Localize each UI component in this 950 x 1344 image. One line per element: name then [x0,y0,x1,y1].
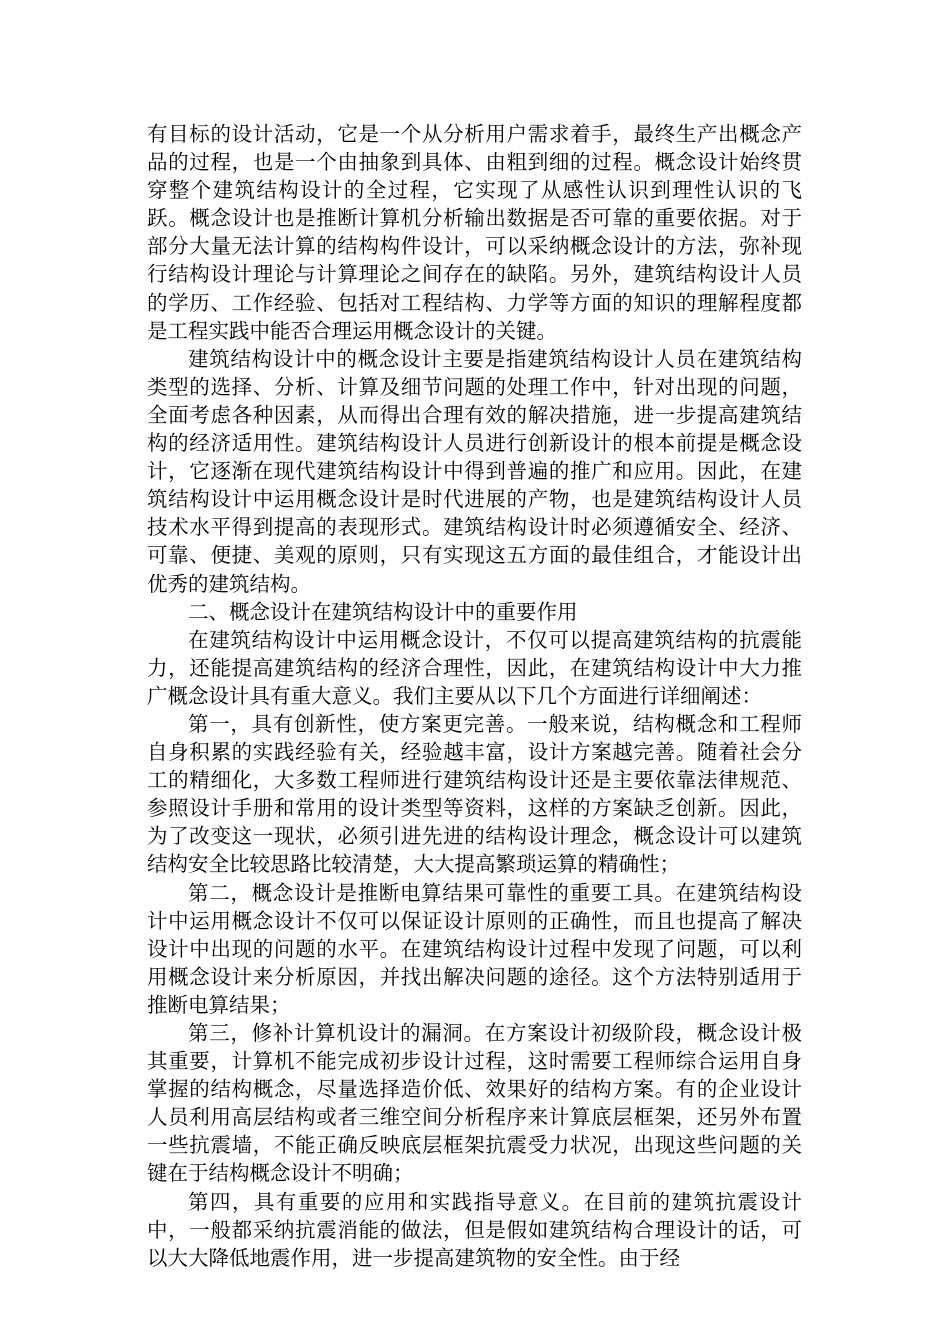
paragraph-2: 建筑结构设计中的概念设计主要是指建筑结构设计人员在建筑结构类型的选择、分析、计算及细节问题的处理工作中，针对出现的问题，全面考虑各种因素，从而得出合理有效的解决措施，进一步提高建筑结构的经济适用性。建筑结构设计人员进行创新设计的根本前提是概念设计，它逐渐在现代建筑结构设计中得到普遍的推广和应用。因此，在建筑结构设计中运用概念设计是时代进展的产物，也是建筑结构设计人员技术水平得到提高的表现形式。建筑结构设计时必须遵循安全、经济、可靠、便捷、美观的原则，只有实现这五方面的最佳组合，才能设计出优秀的建筑结构。 [147,346,802,596]
paragraph-7: 第四，具有重要的应用和实践指导意义。在目前的建筑抗震设计中，一般都采纳抗震消能的做法，但是假如建筑结构合理设计的话，可以大大降低地震作用，进一步提高建筑物的安全性。由于经 [147,1189,802,1270]
paragraph-3: 在建筑结构设计中运用概念设计，不仅可以提高建筑结构的抗震能力，还能提高建筑结构的经济合理性，因此，在建筑结构设计中大力推广概念设计具有重大意义。我们主要从以下几个方面进行详细阐述： [147,627,802,708]
paragraph-6: 第三，修补计算机设计的漏洞。在方案设计初级阶段，概念设计极其重要，计算机不能完成初步设计过程，这时需要工程师综合运用自身掌握的结构概念，尽量选择造价低、效果好的结构方案。有的企业设计人员利用高层结构或者三维空间分析程序来计算底层框架，还另外布置一些抗震墙，不能正确反映底层框架抗震受力状况，出现这些问题的关键在于结构概念设计不明确； [147,1021,802,1186]
paragraph-5: 第二，概念设计是推断电算结果可靠性的重要工具。在建筑结构设计中运用概念设计不仅可以保证设计原则的正确性，而且也提高了解决设计中出现的问题的水平。在建筑结构设计过程中发现了问题，可以利用概念设计来分析原因，并找出解决问题的途径。这个方法特别适用于推断电算结果； [147,880,802,1017]
paragraph-1: 有目标的设计活动，它是一个从分析用户需求着手，最终生产出概念产品的过程，也是一个由抽象到具体、由粗到细的过程。概念设计始终贯穿整个建筑结构设计的全过程，它实现了从感性认识到理性认识的飞跃。概念设计也是推断计算机分析输出数据是否可靠的重要依据。对于部分大量无法计算的结构构件设计，可以采纳概念设计的方法，弥补现行结构设计理论与计算理论之间存在的缺陷。另外，建筑结构设计人员的学历、工作经验、包括对工程结构、力学等方面的知识的理解程度都是工程实践中能否合理运用概念设计的关键。 [147,122,802,343]
body-text [147,120,802,1272]
section-heading: 二、概念设计在建筑结构设计中的重要作用 [188,599,578,624]
paragraph-4: 第一，具有创新性，使方案更完善。一般来说，结构概念和工程师自身积累的实践经验有关，经验越丰富，设计方案越完善。随着社会分工的精细化，大多数工程师进行建筑结构设计还是主要依靠法律规范、参照设计手册和常用的设计类型等资料，这样的方案缺乏创新。因此，为了改变这一现状，必须引进先进的结构设计理念，概念设计可以建筑结构安全比较思路比较清楚，大大提高繁琐运算的精确性； [147,711,802,877]
